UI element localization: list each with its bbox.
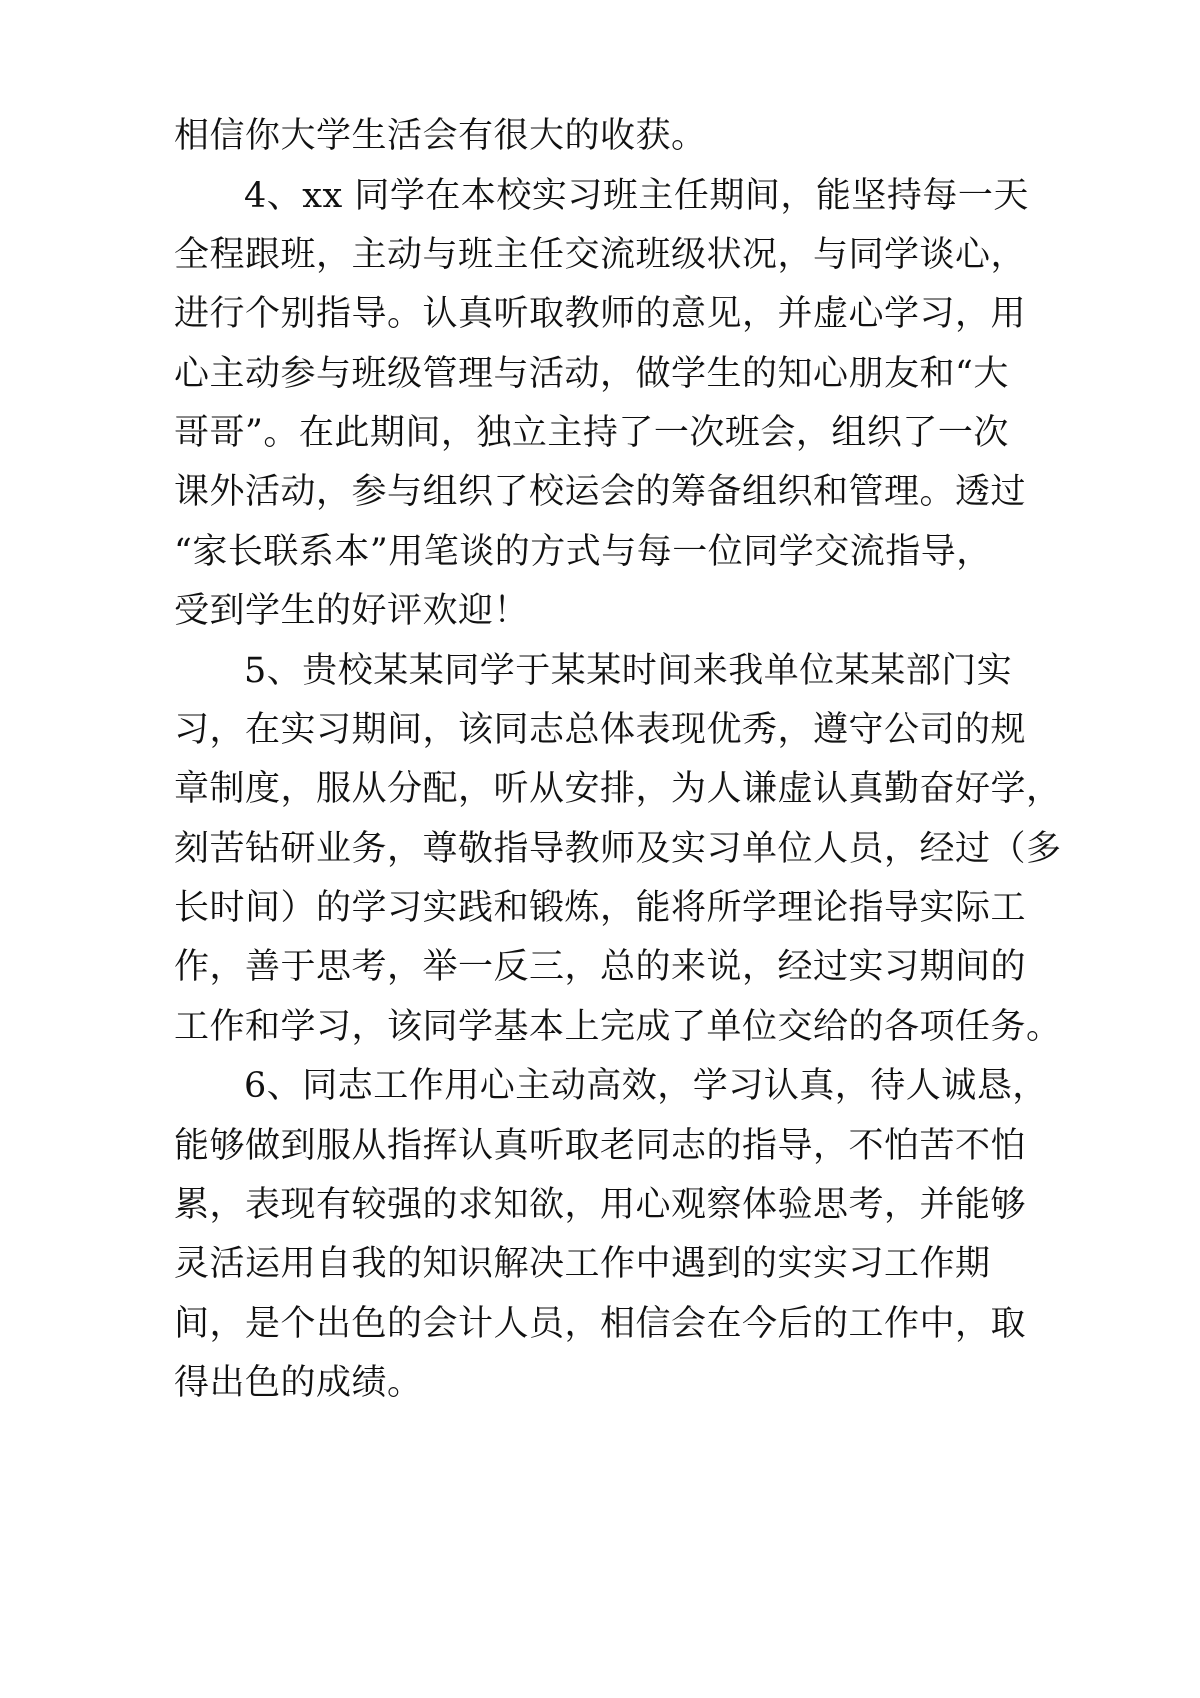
text-line: 能够做到服从指挥认真听取老同志的指导，不怕苦不怕 bbox=[174, 1126, 1027, 1166]
text-line: 长时间）的学习实践和锻炼，能将所学理论指导实际工 bbox=[174, 888, 1027, 928]
text-line: 工作和学习，该同学基本上完成了单位交给的各项任务。 bbox=[174, 1007, 1062, 1047]
text-line: 课外活动，参与组织了校运会的筹备组织和管理。透过 bbox=[174, 472, 1027, 512]
text-line: 心主动参与班级管理与活动，做学生的知心朋友和“大 bbox=[174, 354, 1009, 394]
text-line: 4、xx 同学在本校实习班主任期间，能坚持每一天 bbox=[244, 176, 1029, 216]
text-line: 相信你大学生活会有很大的收获。 bbox=[174, 116, 707, 156]
text-line: “家长联系本”用笔谈的方式与每一位同学交流指导， bbox=[174, 532, 992, 572]
text-line: 6、同志工作用心主动高效，学习认真，待人诚恳， bbox=[244, 1066, 1048, 1106]
text-line: 灵活运用自我的知识解决工作中遇到的实实习工作期 bbox=[174, 1244, 991, 1284]
text-line: 5、贵校某某同学于某某时间来我单位某某部门实 bbox=[244, 651, 1013, 691]
text-line: 受到学生的好评欢迎！ bbox=[174, 591, 530, 631]
text-line: 章制度，服从分配，听从安排，为人谦虚认真勤奋好学， bbox=[174, 769, 1062, 809]
text-line: 得出色的成绩。 bbox=[174, 1363, 423, 1403]
text-line: 进行个别指导。认真听取教师的意见，并虚心学习，用 bbox=[174, 294, 1027, 334]
text-line: 全程跟班，主动与班主任交流班级状况，与同学谈心， bbox=[174, 235, 1027, 275]
text-line: 间，是个出色的会计人员，相信会在今后的工作中，取 bbox=[174, 1304, 1027, 1344]
text-line: 刻苦钻研业务，尊敬指导教师及实习单位人员，经过（多 bbox=[174, 829, 1062, 869]
text-line: 作，善于思考，举一反三，总的来说，经过实习期间的 bbox=[174, 947, 1027, 987]
text-line: 习，在实习期间，该同志总体表现优秀，遵守公司的规 bbox=[174, 710, 1027, 750]
text-line: 累，表现有较强的求知欲，用心观察体验思考，并能够 bbox=[174, 1185, 1027, 1225]
text-line: 哥哥”。在此期间，独立主持了一次班会，组织了一次 bbox=[174, 413, 1009, 453]
